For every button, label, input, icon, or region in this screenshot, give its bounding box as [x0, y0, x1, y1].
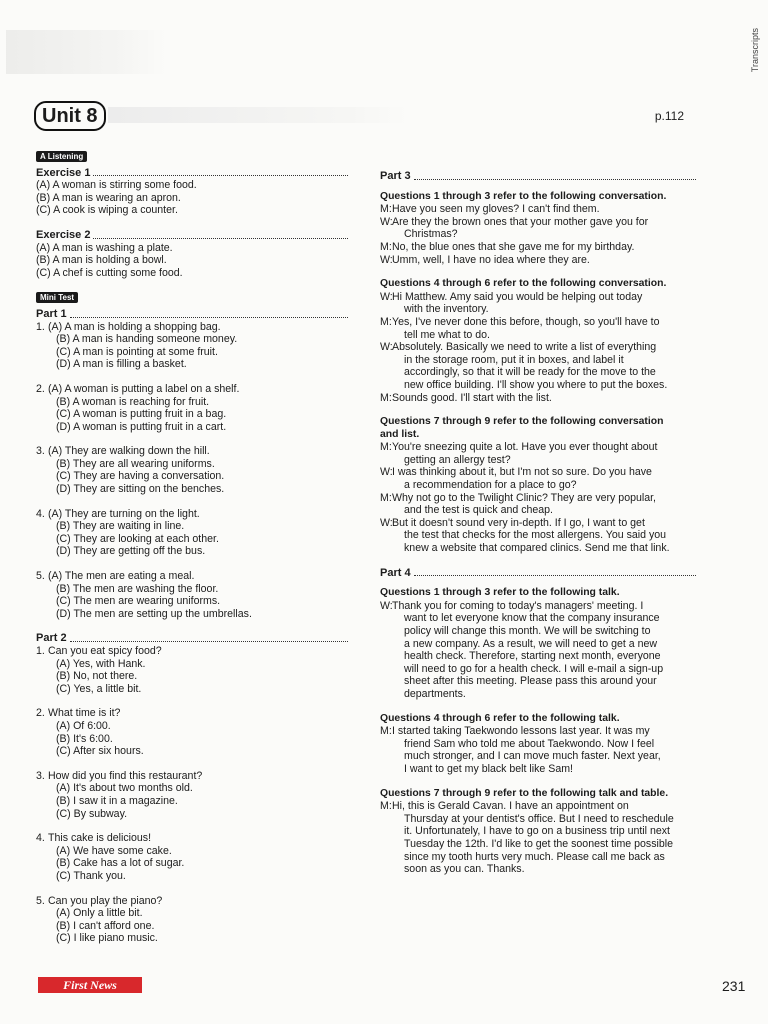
question-heading — [380, 713, 696, 726]
part1-item — [36, 321, 348, 371]
question-heading — [380, 191, 696, 204]
answer-option: (A) A woman is putting a label on a shelf. — [48, 382, 240, 395]
page-number: 231 — [722, 978, 746, 994]
answer-option: (D) They are getting off the bus. — [56, 545, 206, 558]
turn-text — [392, 492, 696, 517]
dialogue-turn — [380, 241, 696, 254]
header-shade — [108, 107, 408, 123]
heading-line: Questions 4 through 6 refer to the following conversation. — [380, 278, 667, 290]
item-number: 5. — [36, 570, 45, 583]
question-group — [380, 278, 696, 404]
turn-line: Hi, this is Gerald Cavan. I have an appointment on — [392, 800, 629, 813]
answer-option: (C) They are having a conversation. — [56, 470, 225, 483]
answer-option: (B) I can't afford one. — [56, 919, 155, 932]
dialogue-turn — [380, 725, 696, 775]
turn-text — [392, 291, 696, 316]
turn-line: Umm, well, I have no idea where they are. — [392, 253, 590, 266]
speaker-label: M: — [380, 240, 392, 253]
turn-line: Thank you for coming to today's managers' meeting. I — [392, 599, 644, 612]
unit-title: Unit 8 — [34, 101, 106, 131]
speaker-label: W: — [380, 253, 393, 266]
dialogue-turn — [380, 517, 696, 555]
part4-groups — [380, 587, 696, 875]
turn-line: Are they the brown ones that your mother gave you for — [392, 215, 649, 228]
item-options — [48, 832, 348, 882]
answer-option: (B) A man is wearing an apron. — [36, 191, 181, 204]
turn-line: a new company. As a result, we will need to get a new — [404, 637, 658, 650]
turn-line: Hi Matthew. Amy said you would be helping out today — [392, 290, 643, 303]
turn-line: in the storage room, put it in boxes, and label it — [404, 353, 624, 366]
item-number: 1. — [36, 320, 45, 333]
heading-line: Questions 1 through 3 refer to the following talk. — [380, 587, 620, 599]
answer-option: (C) A chef is cutting some food. — [36, 266, 183, 279]
turn-line: Have you seen my gloves? I can't find them. — [392, 203, 600, 216]
speaker-label: M: — [380, 800, 392, 813]
speaker-label: M: — [380, 391, 392, 404]
turn-line: the test that checks for the most allergens. You said you — [404, 529, 667, 542]
speaker-label: M: — [380, 203, 392, 216]
answer-option: (C) A cook is wiping a counter. — [36, 204, 178, 217]
answer-option: (A) They are walking down the hill. — [48, 445, 210, 458]
answer-option: (C) After six hours. — [56, 745, 144, 758]
question-heading — [380, 416, 696, 441]
turn-text — [392, 316, 696, 341]
exercise2-lines — [36, 242, 348, 280]
answer-option: (A) A woman is stirring some food. — [36, 179, 197, 192]
item-options — [48, 707, 348, 757]
item-options — [48, 508, 348, 558]
turn-line: Thursday at your dentist's office. But I need to reschedule — [404, 812, 674, 825]
part2-items — [36, 645, 348, 945]
item-number: 1. — [36, 645, 45, 657]
answer-option: (C) A man is pointing at some fruit. — [56, 345, 218, 358]
answer-option: (B) Cake has a lot of sugar. — [56, 857, 185, 870]
heading-line: Questions 4 through 6 refer to the following talk. — [380, 712, 620, 724]
answer-option: (A) We have some cake. — [56, 844, 172, 857]
item-number: 2. — [36, 382, 45, 395]
answer-option: (C) The men are wearing uniforms. — [56, 595, 221, 608]
turn-line: new office building. I'll show you where to put the boxes. — [404, 378, 668, 391]
answer-option: (A) The men are eating a meal. — [48, 570, 195, 583]
heading-line: and list. — [380, 428, 420, 440]
speaker-label: W: — [380, 341, 393, 354]
turn-line: knew a website that compared clinics. Send me that link. — [404, 542, 670, 555]
turn-line: Why not go to the Twilight Clinic? They are very popular, — [392, 491, 656, 504]
answer-option: (B) A man is holding a bowl. — [36, 254, 167, 267]
heading-line: Questions 7 through 9 refer to the following conversation — [380, 416, 664, 428]
question-text: This cake is delicious! — [48, 832, 152, 845]
question-heading — [380, 788, 696, 801]
turn-text — [392, 341, 696, 391]
turn-line: with the inventory. — [404, 303, 489, 316]
exercise2-title: Exercise 2 — [36, 229, 348, 242]
right-column — [380, 166, 696, 888]
exercise1-title: Exercise 1 — [36, 167, 348, 180]
turn-line: soon as you can. Thanks. — [404, 863, 525, 876]
dialogue-turn — [380, 316, 696, 341]
turn-line: Sounds good. I'll start with the list. — [392, 391, 552, 404]
part3-title: Part 3 — [380, 170, 696, 183]
part1-items — [36, 321, 348, 621]
part1-title: Part 1 — [36, 308, 348, 321]
speaker-label: W: — [380, 466, 393, 479]
heading-line: Questions 1 through 3 refer to the following conversation. — [380, 190, 667, 202]
part2-title: Part 2 — [36, 632, 348, 645]
answer-option: (C) Yes, a little bit. — [56, 682, 142, 695]
item-options — [48, 383, 348, 433]
speaker-label: M: — [380, 315, 392, 328]
item-options — [48, 895, 348, 945]
dialogue-turn — [380, 800, 696, 876]
speaker-label: W: — [380, 516, 393, 529]
dialogue-turn — [380, 341, 696, 391]
part3-groups — [380, 191, 696, 555]
turn-line: Tuesday the 12th. I'd like to get the soonest time possible — [404, 837, 673, 850]
answer-option: (A) Only a little bit. — [56, 907, 143, 920]
answer-option: (C) Thank you. — [56, 869, 126, 882]
exercise1-lines — [36, 179, 348, 217]
answer-option: (B) The men are washing the floor. — [56, 582, 219, 595]
turn-line: I was thinking about it, but I'm not so sure. Do you have — [392, 466, 652, 479]
item-number: 2. — [36, 707, 45, 720]
part2-item — [36, 707, 348, 757]
item-number: 4. — [36, 832, 45, 845]
answer-option: (B) They are waiting in line. — [56, 520, 185, 533]
turn-line: policy will change this month. We will be switching to — [404, 625, 651, 637]
turn-text — [392, 600, 696, 701]
turn-line: tell me what to do. — [404, 328, 490, 341]
item-number: 5. — [36, 894, 45, 907]
dialogue-turn — [380, 392, 696, 405]
answer-option: (A) They are turning on the light. — [48, 507, 200, 520]
dialogue-turn — [380, 441, 696, 466]
turn-line: a recommendation for a place to go? — [404, 479, 577, 492]
listening-badge: A Listening — [36, 151, 87, 162]
turn-line: it. Unfortunately, I have to go on a business trip until next — [404, 825, 670, 838]
speaker-label: W: — [380, 215, 393, 228]
answer-option: (A) It's about two months old. — [56, 782, 193, 795]
mini-test-badge: Mini Test — [36, 292, 78, 303]
turn-line: Christmas? — [404, 228, 458, 241]
dialogue-turn — [380, 203, 696, 216]
turn-text — [392, 517, 696, 555]
answer-option: (B) It's 6:00. — [56, 732, 113, 745]
turn-line: sheet after this meeting. Please pass this around your — [404, 675, 657, 688]
answer-option: (D) They are sitting on the benches. — [56, 483, 225, 496]
dialogue-turn — [380, 600, 696, 701]
turn-line: friend Sam who told me about Taekwondo. Now I feel — [404, 737, 655, 750]
question-group — [380, 713, 696, 776]
dialogue-turn — [380, 466, 696, 491]
dialogue-turn — [380, 291, 696, 316]
item-options — [48, 321, 348, 371]
turn-line: will need to go for a health check. I will e-mail a sign-up — [404, 662, 664, 675]
answer-option: (C) They are looking at each other. — [56, 532, 219, 545]
turn-line: Yes, I've never done this before, though, so you'll have to — [392, 315, 660, 328]
turn-text — [392, 800, 696, 876]
heading-line: Questions 7 through 9 refer to the following talk and table. — [380, 787, 669, 799]
dialogue-turn — [380, 492, 696, 517]
question-text: How did you find this restaurant? — [48, 769, 203, 782]
answer-option: (B) No, not there. — [56, 670, 138, 683]
turn-line: departments. — [404, 687, 466, 700]
part1-item — [36, 508, 348, 558]
turn-line: No, the blue ones that she gave me for my birthday. — [392, 240, 635, 253]
speaker-label: W: — [380, 599, 393, 612]
answer-option: (D) A man is filling a basket. — [56, 358, 187, 371]
turn-line: much stronger, and I can move much faster. Next year, — [404, 750, 661, 763]
speaker-label: M: — [380, 491, 392, 504]
question-text: What time is it? — [48, 707, 121, 720]
dialogue-turn — [380, 254, 696, 267]
speaker-label: M: — [380, 441, 392, 454]
question-group — [380, 191, 696, 267]
answer-option: (A) A man is holding a shopping bag. — [48, 320, 221, 333]
part2-item — [36, 645, 348, 695]
faded-header-graphic — [6, 30, 166, 74]
turn-text — [392, 254, 696, 267]
turn-line: since my tooth hurts very much. Please call me back as — [404, 850, 665, 863]
answer-option: (B) A woman is reaching for fruit. — [56, 395, 210, 408]
answer-option: (D) A woman is putting fruit in a cart. — [56, 420, 227, 433]
turn-line: I want to get my black belt like Sam! — [404, 762, 573, 775]
part1-item — [36, 383, 348, 433]
part2-item — [36, 832, 348, 882]
dialogue-turn — [380, 216, 696, 241]
turn-line: Absolutely. Basically we need to write a list of everything — [392, 341, 657, 354]
part4-title: Part 4 — [380, 567, 696, 580]
turn-text — [392, 392, 696, 405]
answer-option: (B) They are all wearing uniforms. — [56, 457, 215, 470]
turn-line: I started taking Taekwondo lessons last year. It was my — [392, 725, 650, 738]
question-group — [380, 416, 696, 555]
speaker-label: W: — [380, 290, 393, 303]
part2-item — [36, 770, 348, 820]
part1-item — [36, 570, 348, 620]
question-heading — [380, 587, 696, 600]
answer-option: (A) Of 6:00. — [56, 719, 111, 732]
left-column — [36, 150, 348, 957]
item-number: 3. — [36, 769, 45, 782]
answer-option: (D) The men are setting up the umbrellas. — [56, 607, 252, 620]
item-options — [48, 445, 348, 495]
question-heading — [380, 278, 696, 291]
answer-option: (C) By subway. — [56, 807, 128, 820]
unit-header — [34, 101, 734, 133]
answer-option: (C) A woman is putting fruit in a bag. — [56, 408, 227, 421]
turn-line: accordingly, so that it will be ready for the move to the — [404, 366, 656, 379]
turn-text — [392, 241, 696, 254]
turn-line: You're sneezing quite a lot. Have you ever thought about — [392, 441, 658, 454]
turn-line: getting an allergy test? — [404, 453, 511, 466]
first-news-logo: First News — [38, 977, 142, 993]
turn-text — [392, 203, 696, 216]
turn-line: But it doesn't sound very in-depth. If I go, I want to get — [392, 516, 645, 529]
speaker-label: M: — [380, 725, 392, 738]
turn-line: health check. Therefore, starting next month, everyone — [404, 650, 661, 663]
side-tab-label: Transcripts — [750, 28, 760, 73]
answer-option: (B) I saw it in a magazine. — [56, 794, 178, 807]
turn-line: and the test is quick and cheap. — [404, 504, 554, 517]
item-options — [48, 645, 348, 695]
question-text: Can you eat spicy food? — [48, 645, 162, 657]
part2-item — [36, 895, 348, 945]
part1-item — [36, 445, 348, 495]
turn-text — [392, 466, 696, 491]
question-text: Can you play the piano? — [48, 894, 163, 907]
item-number: 3. — [36, 445, 45, 458]
question-group — [380, 587, 696, 700]
turn-line: want to let everyone know that the company insurance — [404, 612, 660, 625]
page-reference: p.112 — [654, 109, 684, 123]
turn-text — [392, 441, 696, 466]
turn-text — [392, 216, 696, 241]
question-group — [380, 788, 696, 876]
answer-option: (A) A man is washing a plate. — [36, 241, 173, 254]
turn-text — [392, 725, 696, 775]
item-options — [48, 570, 348, 620]
answer-option: (C) I like piano music. — [56, 932, 158, 945]
item-options — [48, 770, 348, 820]
item-number: 4. — [36, 507, 45, 520]
answer-option: (B) A man is handing someone money. — [56, 333, 238, 346]
answer-option: (A) Yes, with Hank. — [56, 657, 146, 670]
